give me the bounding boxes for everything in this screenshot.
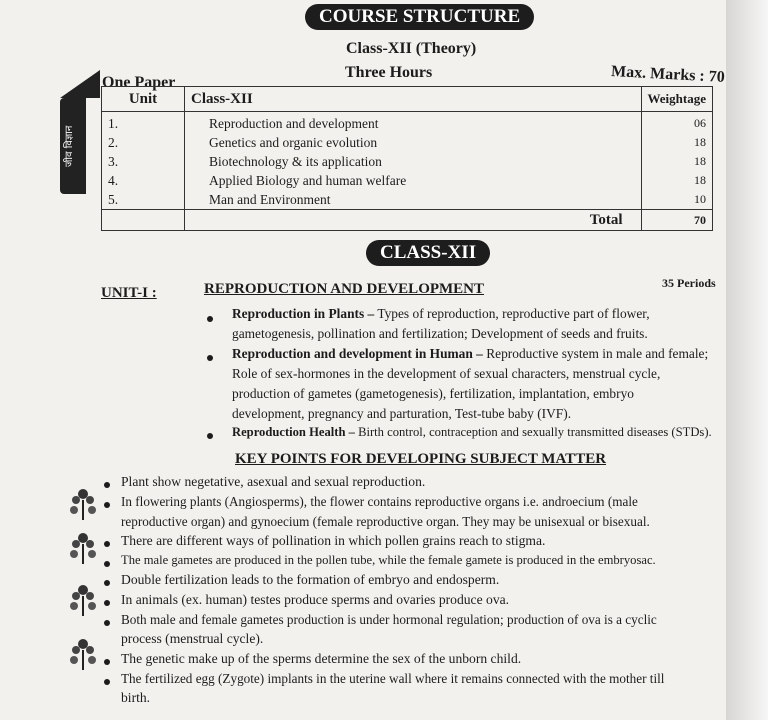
class-theory-subtitle: Class-XII (Theory) [346,40,477,57]
key-point-line: The fertilized egg (Zygote) implants in the uterine wall where it remains connected with the mother till [121,671,665,686]
key-point-line: reproductive organ) and gynoecium (female reproductive organ. They may be unisexual or bisexual. [121,514,650,529]
unit-topic: Genetics and organic evolution [209,135,378,150]
bullet [104,502,110,508]
topic-line [232,306,650,322]
topic-line [232,425,712,440]
flower-icon [68,582,98,616]
bullet [104,659,110,665]
topic-heading: Reproduction in Plants – [232,306,375,321]
marks-table [101,86,713,231]
class-pill: CLASS-XII [366,240,490,266]
unit-number: 5. [108,192,119,207]
topic-line: gametogenesis, pollination and fertilization; Development of seeds and fruits. [232,326,648,341]
bullet [104,561,110,567]
key-points-title: KEY POINTS FOR DEVELOPING SUBJECT MATTER [235,451,607,467]
unit-number: 1. [108,116,119,131]
unit-weight: 06 [694,116,706,130]
key-point-line: process (menstrual cycle). [121,631,264,646]
unit-cell [102,112,185,210]
table-header-row [102,87,713,112]
bullet [207,433,213,439]
side-tab [60,98,86,194]
unit-number: 4. [108,173,119,188]
flower-icon [68,636,98,670]
topic-cell [185,112,642,210]
col-header-unit: Unit [102,87,185,112]
unit-title: REPRODUCTION AND DEVELOPMENT [204,281,485,297]
topic-text: Birth control, contraception and sexually transmitted diseases (STDs). [354,425,712,439]
unit-number: 2. [108,135,119,150]
bullet [104,600,110,606]
flower-icon [68,486,98,520]
weight-cell [641,112,713,210]
topic-line: production of gametes (gametogenesis), fertilization, implantation, embryo [232,386,634,401]
bullet [104,580,110,586]
page-edge-shadow [726,0,768,720]
max-marks-label: Max. Marks : 70 [610,63,726,86]
unit-weight: 18 [694,173,706,187]
unit-periods: 35 Periods [662,276,716,290]
one-paper-label: One Paper [102,74,176,91]
unit-weight: 18 [694,154,706,168]
unit-topic: Biotechnology & its application [209,154,382,169]
bullet [207,355,213,361]
key-point-line: Double fertilization leads to the formation of embryo and endosperm. [121,572,500,587]
key-point-line: The male gametes are produced in the pollen tube, while the female gamete is produced in the embryosac. [121,553,656,567]
duration-label: Three Hours [345,64,433,81]
table-body-row [102,112,713,210]
col-header-weightage: Weightage [641,87,713,112]
topic-line: development, pregnancy and parturation, Test-tube baby (IVF). [232,406,572,421]
unit-topic: Applied Biology and human welfare [209,173,407,188]
bullet [104,679,110,685]
key-point-line: Both male and female gametes production is under hormonal regulation; production of ova is a cyclic [121,612,657,627]
course-structure-title: COURSE STRUCTURE [305,4,534,30]
topic-text: Reproductive system in male and female; [482,346,709,361]
unit-topic: Man and Environment [209,192,331,207]
unit-number: 3. [108,154,119,169]
topic-heading: Reproduction Health – [232,425,355,439]
key-point-line: birth. [121,690,151,705]
col-header-class: Class-XII [185,87,642,112]
unit-weight: 18 [694,135,706,149]
bullet [104,541,110,547]
key-point-line: In animals (ex. human) testes produce sperms and ovaries produce ova. [121,592,510,607]
topic-line: Role of sex-hormones in the development of sexual characters, menstrual cycle, [232,366,661,381]
bullet [207,316,213,322]
bullet [104,620,110,626]
table-total-row [102,210,713,231]
key-point-line: Plant show negetative, asexual and sexual reproduction. [121,474,426,489]
topic-line [232,346,708,362]
total-value: 70 [641,210,713,231]
topic-heading: Reproduction and development in Human – [232,346,483,361]
key-point-line: The genetic make up of the sperms determine the sex of the unborn child. [121,651,522,666]
bullet [104,482,110,488]
topic-text: Types of reproduction, reproductive part of flower, [374,306,650,321]
side-tab-label: जीव विज्ञान [64,125,75,167]
total-empty-cell [102,210,185,231]
unit-label: UNIT-I : [101,285,157,301]
flower-icon [68,530,98,564]
unit-weight: 10 [694,192,706,206]
key-point-line: In flowering plants (Angiosperms), the flower contains reproductive organs i.e. androecium (male [121,494,638,509]
total-label: Total [185,210,642,231]
unit-topic: Reproduction and development [209,116,379,131]
key-point-line: There are different ways of pollination in which pollen grains reach to stigma. [121,533,546,548]
side-tab-corner [60,70,100,98]
